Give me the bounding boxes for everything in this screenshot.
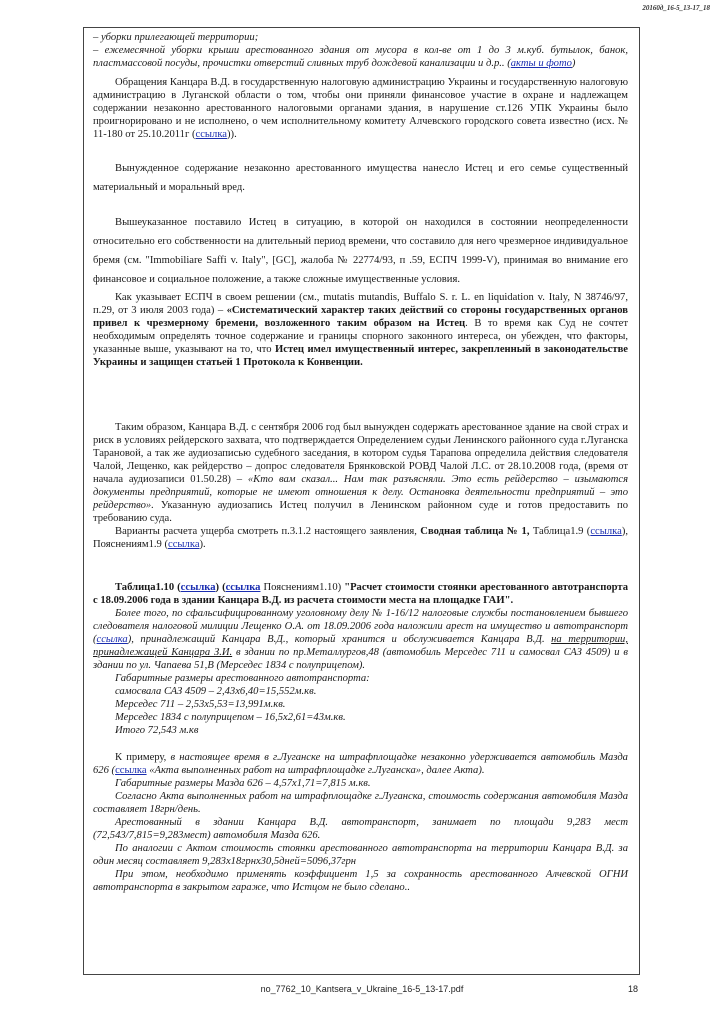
paragraph: Вышеуказанное поставило Истец в ситуацию, в которой он находился в состоянии неопределенности относительно его собственности на длительный период времени, что составило для него чрезмерное индивидуальное бремя (см. "Immobiliare Saffi v. Italy", [GC], жалоба № 22774/93, п .59, ЕСПЧ 1999-V), принимая во внимание его финансовое и социальное положение, а также сложные имущественные условия. (93, 217, 628, 285)
paragraph: При этом, необходимо применять коэффициент 1,5 за сохранность арестованного Алчевской ОГНИ автотранспорта в закрытом гараже, что Истцом не было сделано.. (93, 869, 628, 893)
table-1-9-link[interactable]: ссылка (590, 526, 622, 537)
paragraph: К примеру, в настоящее время в г.Луганске на штрафплощадке незаконно удерживается автомобиль Мазда 626 (ссылка «Акта выполненных работ на штрафплощадке г.Луганска», далее Акта). (93, 752, 628, 776)
document-body (93, 31, 628, 894)
list-item: Габаритные размеры арестованного автотранспорта: (115, 673, 370, 684)
page-stamp: 20160д_16-5_13-17_18 (642, 4, 710, 12)
list-item: Мерседес 1834 с полуприцепом – 16,5х2,61=43м.кв. (115, 712, 346, 723)
acts-photos-link[interactable]: акты и фото (510, 58, 572, 69)
paragraph: Обращения Канцара В.Д. в государственную налоговую администрацию Украины и государственную налоговую администрацию в Луганской области о том, чтобы они приняли финансовое участие в охране и надлежащем содержании незаконно арестованного налоговыми органами здания, в нарушение ст.126 УПК Украины было проигнорировано и не исполнено, о чем исполнительному комитету Алчевского городского совета известно (исх. № 11-180 от 25.10.2011г (ссылка)). (93, 77, 628, 140)
list-item: Итого 72,543 м.кв (115, 725, 199, 736)
list-item: самосвала САЗ 4509 – 2,43х6,40=15,552м.кв. (115, 686, 317, 697)
paragraph: Вынужденное содержание незаконно арестованного имущества нанесло Истец и его семье существенный материальный и моральный вред. (93, 163, 628, 193)
section-heading: Таблица1.10 (ссылка) (ссылка Пояснениям1.10) "Расчет стоимости стоянки арестованного автотранспорта с 18.09.2006 года в здании Канцара В.Д. из расчета стоимости места на площадке ГАИ". (93, 582, 628, 606)
paragraph: Более того, по сфальсифицированному уголовному делу № 1-16/12 налоговые службы постановлением бывшего следователя налоговой милиции Лещенко О.А. от 18.09.2006 года наложили арест на имущество и автотранспорт (ссылка), принадлежащий Канцара В.Д., который хранится и обслуживается Канцара В.Д. на территории, принадлежащей Канцара З.И. в здании по пр.Металлургов,48 (автомобиль Мерседес 711 и самосвал САЗ 4509) и в здании по ул. Чапаева 51,В (Мерседес 1834 с полуприцепом). (93, 608, 628, 671)
list-item: – ежемесячной уборки крыши арестованного здания от мусора в кол-ве от 1 до 3 м.куб. бутылок, банок, пластмассовой посуды, прочистки отверстий сливных труб дождевой канализации и д.р.. (акты и фото) (93, 45, 628, 69)
footer-filename: no_7762_10_Kantsera_v_Ukraine_16-5_13-17.pdf (260, 984, 464, 994)
arrest-link[interactable]: ссылка (96, 634, 128, 645)
list-item: – уборки прилегающей территории; (93, 32, 259, 43)
notes-1-10-link[interactable]: ссылка (225, 582, 261, 593)
mazda-act-link[interactable]: ссылка (115, 765, 147, 776)
table-1-10-link[interactable]: ссылка (180, 582, 216, 593)
paragraph: Варианты расчета ущерба смотреть п.3.1.2 настоящего заявления, Сводная таблица № 1, Таблица1.9 (ссылка), Пояснениям1.9 (ссылка). (93, 526, 629, 550)
paragraph: Таким образом, Канцара В.Д. с сентября 2006 год был вынужден содержать арестованное здание на свой страх и риск в условиях рейдерского захвата, что подтверждается Определением судьи Ленинского районного суда г.Луганска Тарановой, а так же аудиозаписью судебного заседания, в котором судья Тарапова определила действия следователя Чалой, Лещенко, как рейдерство – допрос следователя Брянковской РОВД Чалой Л.С. от 28.10.2008 года, (время от начала аудиозаписи 01.50.28) – «Кто вам сказал... Нам так разъясняли. Это есть рейдерство – изымаются документы предприятий, которые не имеют отношения к делу. Остановка деятельности предприятий – это рейдерство». Указанную аудиозапись Истец получил в Ленинском районном суде и готов предоставить по требованию суда. (93, 422, 629, 524)
paragraph: По аналогии с Актом стоимость стоянки арестованного автотранспорта на территории Канцара В.Д. за один месяц составляет 9,283х18грнх30,5дней=5096,37грн (93, 843, 628, 867)
paragraph: Согласно Акта выполненных работ на штрафплощадке г.Луганска, стоимость содержания автомобиля Мазда составляет 18грн/день. (93, 791, 628, 815)
page-number: 18 (627, 984, 638, 994)
paragraph: Арестованный в здании Канцара В.Д. автотранспорт, занимает по площади 9,283 мест (72,543/7,815=9,283мест) автомобиля Мазда 626. (93, 817, 628, 841)
paragraph: Как указывает ЕСПЧ в своем решении (см., mutatis mutandis, Buffalo S. r. L. en liquidation v. Italy, N 38746/97, п.29, от 3 июля 2003 года) – «Систематический характер таких действий со стороны государственных органов привел к чрезмерному бремени, возложенного таким образом на Истец. В то время как Суд не сочтет необходимым определять точное содержание и границы спорного законного интереса, он убежден, что факторы, указанные выше, указывают на то, что Истец имел имущественный интерес, закрепленный в законодательстве Украины и защищен статьей 1 Протокола к Конвенции. (93, 292, 628, 368)
list-item: Мерседес 711 – 2,53х5,53=13,991м.кв. (115, 699, 286, 710)
paragraph: Габаритные размеры Мазда 626 – 4,57х1,71=7,815 м.кв. (115, 778, 371, 789)
notes-1-9-link[interactable]: ссылка (168, 539, 200, 550)
reference-link[interactable]: ссылка (195, 129, 228, 140)
